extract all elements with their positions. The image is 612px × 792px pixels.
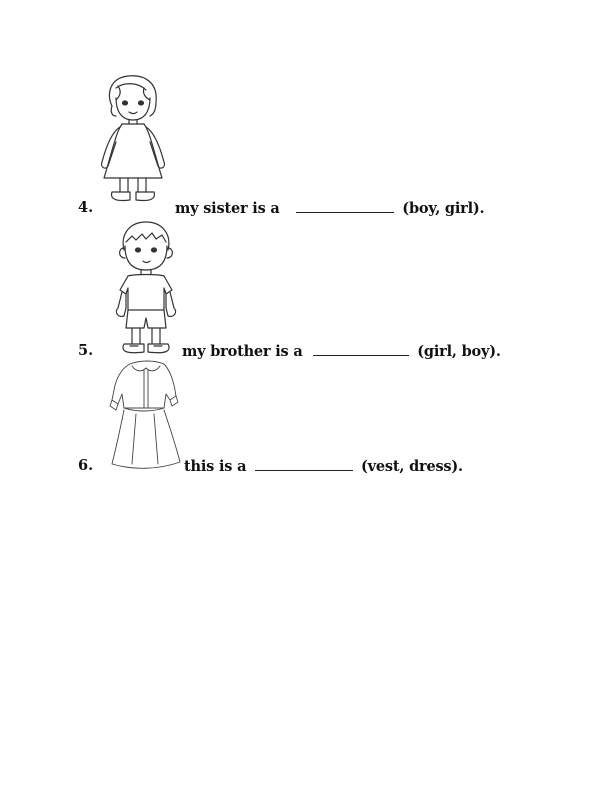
answer-options: (boy, girl). [402,200,485,217]
answer-blank[interactable] [255,458,353,471]
question-sentence [175,200,484,217]
question-number: 6. [78,457,94,474]
answer-options: (vest, dress). [361,458,463,475]
question-prompt: my sister is a [175,200,280,217]
answer-blank[interactable] [296,200,394,213]
question-sentence [182,343,501,360]
boy-illustration-icon [110,220,182,358]
girl-illustration-icon [98,72,168,207]
answer-options: (girl, boy). [417,343,501,360]
question-number: 5. [78,342,94,359]
question-sentence [184,458,463,475]
question-prompt: this is a [184,458,247,475]
dress-illustration-icon [106,360,184,470]
question-prompt: my brother is a [182,343,303,360]
answer-blank[interactable] [313,343,409,356]
question-number: 4. [78,199,94,216]
